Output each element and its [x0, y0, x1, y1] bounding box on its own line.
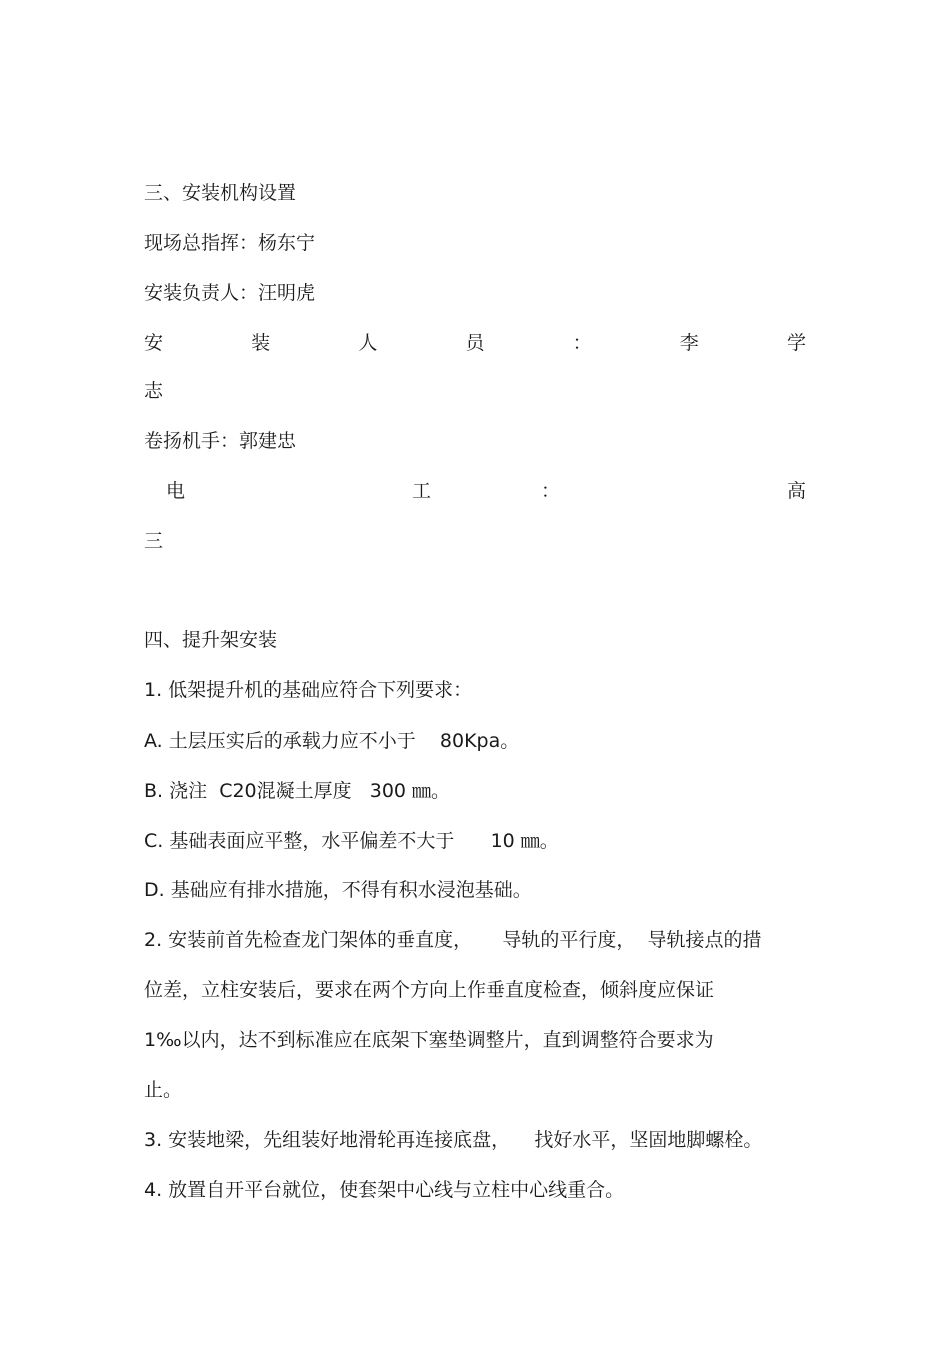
electrician-continued: 三 [144, 530, 164, 552]
item-2-line-1: 2. 安装前首先检查龙门架体的垂直度， 导轨的平行度， 导轨接点的措 [144, 929, 762, 951]
section-3-heading: 三、安装机构设置 [144, 182, 297, 204]
winch-operator: 卷扬机手：郭建忠 [144, 430, 297, 452]
item-2-line-2: 位差，立柱安装后，要求在两个方向上作垂直度检查，倾斜度应保证 [144, 979, 715, 1001]
install-lead: 安装负责人：汪明虎 [144, 282, 316, 304]
item-3: 3. 安装地梁，先组装好地滑轮再连接底盘， 找好水平，坚固地脚螺栓。 [144, 1129, 763, 1151]
item-2-line-3: 1‰以内，达不到标准应在底架下塞垫调整片，直到调整符合要求为 [144, 1029, 714, 1051]
installers-char: 人 [358, 332, 378, 354]
electrician-char: 电 [166, 480, 186, 502]
installers-char: 李 [679, 332, 699, 354]
section-4-heading: 四、提升架安装 [144, 629, 278, 651]
installers-char: 学 [786, 332, 806, 354]
electrician-char: 高 [786, 480, 806, 502]
installers-line [144, 330, 806, 356]
electrician-line [166, 478, 806, 504]
item-4: 4. 放置自开平台就位，使套架中心线与立柱中心线重合。 [144, 1179, 625, 1201]
installers-continued: 志 [144, 380, 164, 402]
item-c: C. 基础表面应平整，水平偏差不大于 10 ㎜。 [144, 830, 559, 852]
site-commander: 现场总指挥：杨东宁 [144, 232, 316, 254]
installers-char: 员 [465, 332, 485, 354]
installers-char: 装 [251, 332, 271, 354]
item-a: A. 土层压实后的承载力应不小于 80Kpa。 [144, 730, 520, 752]
electrician-char: ： [541, 480, 561, 502]
electrician-char: 工 [411, 480, 431, 502]
installers-char: 安 [144, 332, 164, 354]
item-1: 1. 低架提升机的基础应符合下列要求： [144, 679, 473, 701]
installers-char: ： [572, 332, 592, 354]
item-2-line-4: 止。 [144, 1079, 183, 1101]
item-b: B. 浇注 C20混凝土厚度 300 ㎜。 [144, 780, 451, 802]
item-d: D. 基础应有排水措施，不得有积水浸泡基础。 [144, 879, 532, 901]
